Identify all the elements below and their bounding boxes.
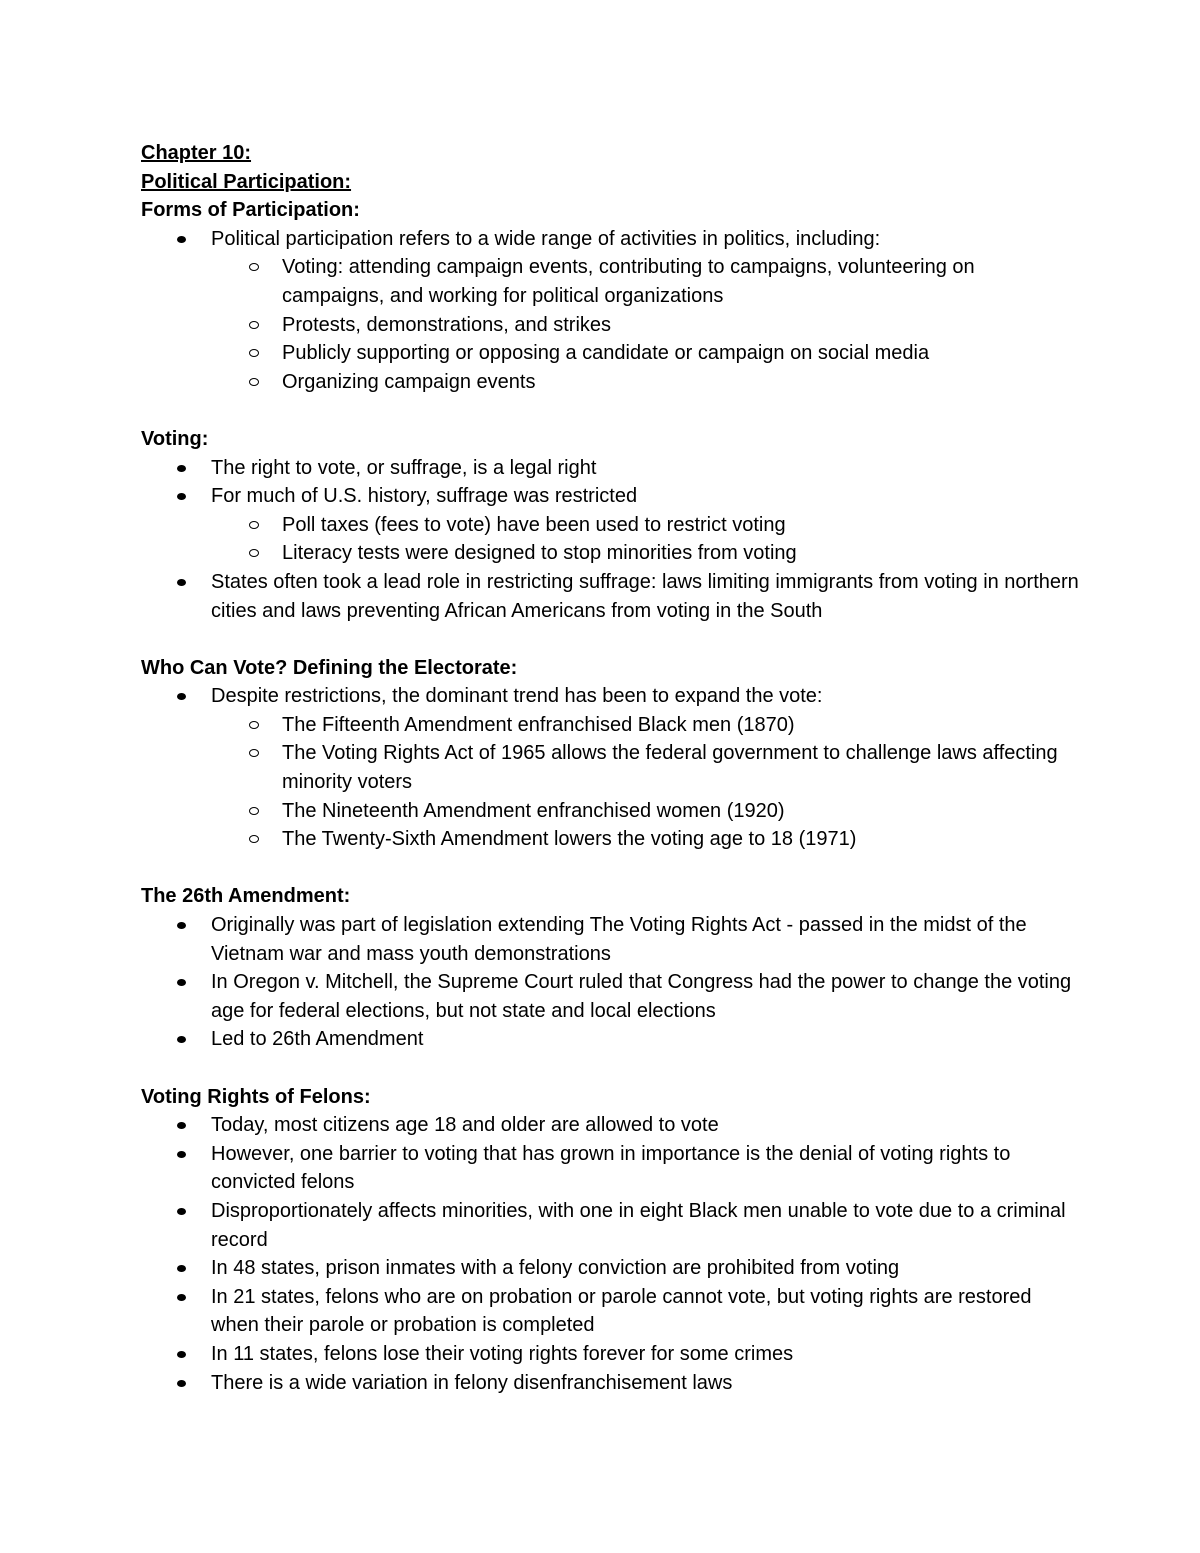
hollow-bullet-icon	[249, 263, 259, 271]
list-item-text: In 48 states, prison inmates with a felony conviction are prohibited from voting	[211, 1257, 900, 1280]
document-page	[141, 139, 1081, 1426]
filled-bullet-icon	[177, 1036, 186, 1043]
list-item	[141, 1254, 1081, 1283]
hollow-bullet-icon	[249, 521, 259, 529]
list-item-text: Led to 26th Amendment	[211, 1028, 424, 1051]
list-item	[141, 1283, 1081, 1340]
sub-list-item-text: Publicly supporting or opposing a candidate or campaign on social media	[282, 342, 930, 365]
hollow-bullet-icon	[249, 835, 259, 843]
sub-list-item-text: The Twenty-Sixth Amendment lowers the voting age to 18 (1971)	[282, 828, 857, 851]
list-item	[141, 1140, 1081, 1197]
unit-title: Political Participation:	[141, 170, 352, 193]
section-who-can-vote-defining-the-electorate	[141, 654, 1081, 854]
sub-list-item-text: The Voting Rights Act of 1965 allows the federal government to challenge laws affecting minority voters	[282, 742, 1058, 794]
list-item	[141, 1197, 1081, 1254]
filled-bullet-icon	[177, 1151, 186, 1158]
sub-list-item-text: Poll taxes (fees to vote) have been used to restrict voting	[282, 513, 786, 536]
section-voting	[141, 425, 1081, 625]
sub-list-item	[141, 711, 1081, 740]
section-heading: Voting Rights of Felons:	[141, 1085, 371, 1108]
sub-list-item	[141, 739, 1081, 796]
section-heading: The 26th Amendment:	[141, 885, 351, 908]
list-item-text: In 21 states, felons who are on probation or parole cannot vote, but voting rights are restored when their parole or probation is completed	[211, 1285, 1032, 1337]
bullet-list	[141, 225, 1081, 397]
list-item-text: Political participation refers to a wide range of activities in politics, including:	[211, 227, 881, 250]
sub-list-item	[141, 368, 1081, 397]
section-heading: Who Can Vote? Defining the Electorate:	[141, 656, 518, 679]
hollow-bullet-icon	[249, 378, 259, 386]
sub-list-item-text: Voting: attending campaign events, contributing to campaigns, volunteering on campaigns, and working for political organizations	[282, 256, 975, 307]
list-item-text: States often took a lead role in restricting suffrage: laws limiting immigrants from voting in northern cities and laws preventing African Americans from voting in the South	[211, 570, 1079, 622]
filled-bullet-icon	[177, 922, 186, 929]
bullet-list	[141, 682, 1081, 854]
filled-bullet-icon	[177, 1265, 186, 1272]
filled-bullet-icon	[177, 1351, 186, 1358]
hollow-bullet-icon	[249, 749, 259, 757]
sub-list-item	[141, 797, 1081, 826]
filled-bullet-icon	[177, 1294, 186, 1301]
list-item-text: However, one barrier to voting that has grown in importance is the denial of voting rights to convicted felons	[211, 1142, 1011, 1194]
sub-list-item	[141, 339, 1081, 368]
list-item-text: Disproportionately affects minorities, with one in eight Black men unable to vote due to a criminal record	[211, 1199, 1066, 1251]
filled-bullet-icon	[177, 1380, 186, 1387]
filled-bullet-icon	[177, 1208, 186, 1215]
sub-list-item-text: The Nineteenth Amendment enfranchised women (1920)	[282, 799, 785, 822]
sub-list-item	[141, 311, 1081, 340]
list-item	[141, 482, 1081, 511]
sub-list-item-text: Protests, demonstrations, and strikes	[282, 313, 612, 336]
hollow-bullet-icon	[249, 549, 259, 557]
list-item	[141, 968, 1081, 1025]
list-item-text: The right to vote, or suffrage, is a legal right	[211, 456, 597, 479]
sub-list-item-text: Organizing campaign events	[282, 370, 536, 393]
bullet-list	[141, 911, 1081, 1054]
section-the-26th-amendment	[141, 882, 1081, 1054]
section-heading: Forms of Participation:	[141, 199, 360, 222]
sub-list-item-text: Literacy tests were designed to stop minorities from voting	[282, 542, 797, 565]
hollow-bullet-icon	[249, 349, 259, 357]
filled-bullet-icon	[177, 579, 186, 586]
list-item	[141, 225, 1081, 254]
filled-bullet-icon	[177, 693, 186, 700]
hollow-bullet-icon	[249, 321, 259, 329]
section-voting-rights-of-felons	[141, 1083, 1081, 1398]
list-item-text: Today, most citizens age 18 and older are allowed to vote	[211, 1114, 719, 1137]
filled-bullet-icon	[177, 465, 186, 472]
section-forms-of-participation	[141, 196, 1081, 396]
list-item-text: Despite restrictions, the dominant trend has been to expand the vote:	[211, 685, 823, 708]
list-item-text: Originally was part of legislation extending The Voting Rights Act - passed in the midst of the Vietnam war and mass youth demonstrations	[211, 914, 1027, 965]
list-item	[141, 454, 1081, 483]
filled-bullet-icon	[177, 493, 186, 500]
filled-bullet-icon	[177, 236, 186, 243]
sub-list-item	[141, 511, 1081, 540]
list-item-text: There is a wide variation in felony disenfranchisement laws	[211, 1371, 733, 1394]
list-item	[141, 568, 1081, 625]
list-item-text: In 11 states, felons lose their voting rights forever for some crimes	[211, 1342, 794, 1365]
sub-list-item-text: The Fifteenth Amendment enfranchised Black men (1870)	[282, 713, 795, 736]
sub-list-item	[141, 539, 1081, 568]
notes-body	[141, 196, 1081, 1397]
sub-list-item	[141, 825, 1081, 854]
filled-bullet-icon	[177, 979, 186, 986]
filled-bullet-icon	[177, 1122, 186, 1129]
bullet-list	[141, 1111, 1081, 1397]
hollow-bullet-icon	[249, 721, 259, 729]
sub-list-item	[141, 253, 1081, 310]
hollow-bullet-icon	[249, 807, 259, 815]
list-item-text: For much of U.S. history, suffrage was restricted	[211, 485, 638, 508]
chapter-title: Chapter 10:	[141, 142, 252, 164]
section-heading: Voting:	[141, 427, 209, 450]
list-item-text: In Oregon v. Mitchell, the Supreme Court ruled that Congress had the power to change the voting age for federal elections, but not state and local elections	[211, 971, 1072, 1022]
list-item	[141, 911, 1081, 968]
list-item	[141, 1111, 1081, 1140]
list-item	[141, 1025, 1081, 1054]
list-item	[141, 682, 1081, 711]
list-item	[141, 1369, 1081, 1398]
bullet-list	[141, 454, 1081, 626]
list-item	[141, 1340, 1081, 1369]
